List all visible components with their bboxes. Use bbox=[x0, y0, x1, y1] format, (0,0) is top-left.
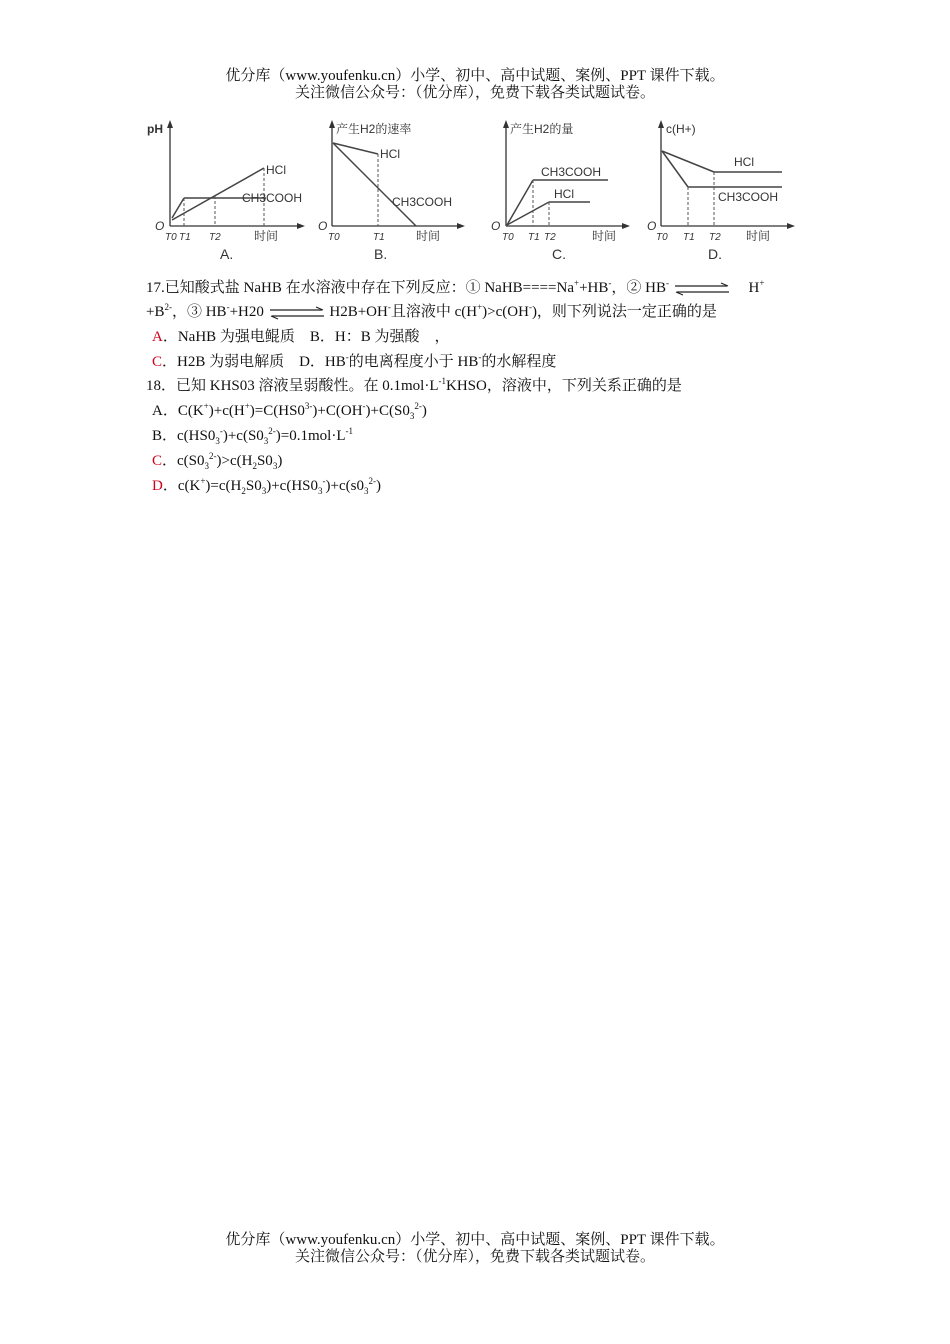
graph-figures bbox=[146, 116, 806, 266]
q18-option-b: B．$c(HS0_3^-)+c(S0_3^{2-})=0.1mol\cdot L^{-1}$ bbox=[152, 426, 353, 446]
figure-a-hcl-label: HCl bbox=[266, 163, 286, 177]
figure-c-ylabel: 产生H2的量 bbox=[510, 122, 574, 136]
figure-a bbox=[146, 116, 316, 266]
figure-c-origin: O bbox=[491, 219, 501, 233]
q18-stem: 18．已知 KHS03 溶液呈弱酸性。在 $0.1mol\cdot L^{-1}KHSO$，溶液中，下列关系正确的是 bbox=[146, 376, 682, 394]
figure-d-ylabel: c(H+) bbox=[666, 122, 696, 136]
q18-option-a: A．$C(K^+)+c(H^+)=C(HS0^{3-})+C(OH^-)+C(S0_3^{2-})$ bbox=[152, 401, 427, 421]
figure-d-t2: T2 bbox=[709, 232, 721, 243]
header-line-2: 关注微信公众号：（优分库），免费下载各类试题试卷。 bbox=[294, 85, 655, 101]
figure-b-t0: T0 bbox=[328, 232, 340, 243]
figure-c-t2: T2 bbox=[544, 232, 556, 243]
figure-d-origin: O bbox=[647, 219, 657, 233]
figure-b-t1: T1 bbox=[373, 232, 385, 243]
q18-option-c: C．$c(S0_3^{2-})>c(H_2S0_3)$ bbox=[152, 451, 283, 471]
figure-a-time-label: 时间 bbox=[254, 229, 279, 243]
header-line-1: 优分库（www.youfenku.cn）小学、初中、高中试题、案例、PPT 课件下载。 bbox=[225, 68, 725, 84]
q17-options-ab: A．NaHB 为强电鲲质 B．H：B 为强酸 ， bbox=[152, 329, 450, 345]
figure-d-t1: T1 bbox=[683, 232, 695, 243]
figure-b bbox=[316, 116, 486, 266]
page-footer bbox=[0, 1232, 950, 1266]
figure-a-ylabel: pH bbox=[147, 122, 163, 136]
equilibrium-arrow-icon bbox=[673, 282, 731, 296]
figure-a-t1: T1 bbox=[179, 232, 191, 243]
figure-c-ch3cooh-label: CH3COOH bbox=[541, 165, 602, 179]
figure-b-ylabel: 产生H2的速率 bbox=[336, 122, 412, 136]
figure-b-ch3cooh-label: CH3COOH bbox=[392, 195, 453, 209]
figure-d-t0: T0 bbox=[656, 232, 668, 243]
figure-d-hcl-label: HCl bbox=[734, 155, 754, 169]
footer-line-2: 关注微信公众号：（优分库），免费下载各类试题试卷。 bbox=[294, 1249, 655, 1265]
figure-b-time-label: 时间 bbox=[416, 229, 441, 243]
page-header bbox=[0, 68, 950, 102]
figure-d-time-label: 时间 bbox=[746, 229, 771, 243]
figure-c-hcl-label: HCl bbox=[554, 187, 574, 201]
figure-d bbox=[646, 116, 806, 266]
figure-a-t2: T2 bbox=[209, 232, 221, 243]
figure-c-time-label: 时间 bbox=[592, 229, 617, 243]
equilibrium-arrow-icon bbox=[268, 306, 326, 320]
q17-options-cd: C．H2B 为弱电解质 D．HB-的电离程度小于 HB-的水解程度 bbox=[152, 352, 557, 370]
figure-c-t0: T0 bbox=[502, 232, 514, 243]
footer-line-1: 优分库（www.youfenku.cn）小学、初中、高中试题、案例、PPT 课件下载。 bbox=[225, 1232, 725, 1248]
figure-c-t1: T1 bbox=[528, 232, 540, 243]
figure-d-ch3cooh-label: CH3COOH bbox=[718, 190, 779, 204]
q17-stem-line-2: $+B^{2-}$，③ HB-+H20 H2B+OH-且溶液中 c(H+)>c(OH-)，则下列说法一定正确的是 bbox=[146, 302, 717, 320]
figure-b-hcl-label: HCl bbox=[380, 147, 400, 161]
figure-b-caption: B. bbox=[374, 246, 388, 262]
figure-a-ch3cooh-label: CH3COOH bbox=[242, 191, 303, 205]
figure-a-origin: O bbox=[155, 219, 165, 233]
q18-option-d: D．$c(K^+)=c(H_2S0_3)+c(HS0_3^-)+c(s0_3^{2-})$ bbox=[152, 476, 381, 496]
q17-stem-line-1: 17.已知酸式盐 NaHB 在水溶液中存在下列反应：① NaHB====Na++HB-，② HB- H+ bbox=[146, 278, 765, 296]
figure-a-caption: A. bbox=[220, 246, 234, 262]
figure-c-caption: C. bbox=[552, 246, 566, 262]
figure-d-caption: D. bbox=[708, 246, 722, 262]
figure-c bbox=[486, 116, 646, 266]
figure-b-origin: O bbox=[318, 219, 328, 233]
figure-a-t0: T0 bbox=[165, 232, 177, 243]
